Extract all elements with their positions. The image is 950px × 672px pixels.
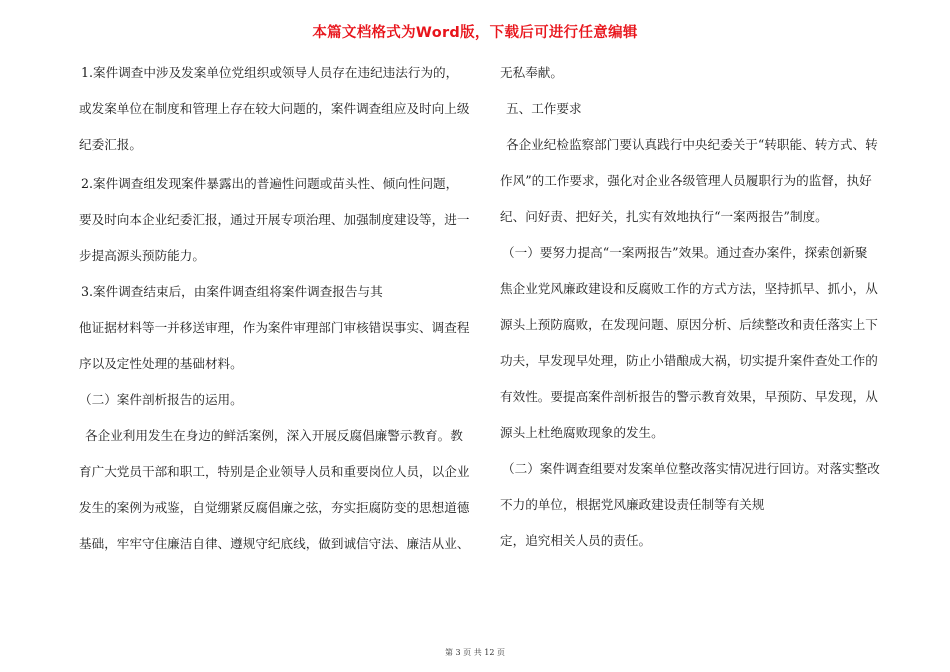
- right-line-12: （二）案件调查组要对发案单位整改落实情况进行回访。对落实整改: [502, 461, 880, 476]
- left-line-13: 发生的案例为戒鉴，自觉绷紧反腐倡廉之弦，夯实拒腐防变的思想道德: [79, 500, 470, 515]
- left-line-2: 或发案单位在制度和管理上存在较大问题的，案件调查组应及时向上级: [79, 101, 470, 116]
- right-line-6: （一）要努力提高“一案两报告”效果。通过查办案件，探索创新聚: [502, 245, 868, 260]
- left-line-3: 纪委汇报。: [79, 137, 142, 152]
- right-line-13: 不力的单位，根据党风廉政建设责任制等有关规: [500, 497, 765, 512]
- left-line-10: （二）案件剖析报告的运用。: [79, 392, 243, 407]
- left-line-1: 1.案件调查中涉及发案单位党组织或领导人员存在违纪违法行为的，: [81, 65, 459, 80]
- right-column: [500, 64, 892, 550]
- right-line-5: 纪、问好责、把好关，扎实有效地执行“一案两报告”制度。: [500, 209, 828, 224]
- right-line-8: 源头上预防腐败，在发现问题、原因分析、后续整改和责任落实上下: [500, 317, 878, 332]
- right-line-10: 有效性。要提高案件剖析报告的警示教育效果，早预防、早发现，从: [500, 389, 878, 404]
- right-line-2: 五、工作要求: [506, 101, 582, 116]
- left-line-11: 各企业利用发生在身边的鲜活案例，深入开展反腐倡廉警示教育。教: [85, 428, 463, 443]
- left-column: [79, 64, 471, 553]
- right-line-14: 定，追究相关人员的责任。: [500, 533, 652, 548]
- left-line-8: 他证据材料等一并移送审理，作为案件审理部门审核错误事实、调查程: [79, 320, 470, 335]
- left-line-14: 基础，牢牢守住廉洁自律、遵规守纪底线，做到诚信守法、廉洁从业、: [79, 536, 470, 551]
- left-line-4: 2.案件调查组发现案件暴露出的普遍性问题或苗头性、倾向性问题，: [81, 176, 459, 191]
- page-number-footer: 第 3 页 共 12 页: [445, 648, 505, 657]
- left-line-9: 序以及定性处理的基础材料。: [79, 356, 243, 371]
- left-line-5: 要及时向本企业纪委汇报，通过开展专项治理、加强制度建设等，进一: [79, 212, 470, 227]
- right-line-1: 无私奉献。: [500, 65, 563, 80]
- right-line-3: 各企业纪检监察部门要认真践行中央纪委关于“转职能、转方式、转: [506, 137, 878, 152]
- left-line-6: 步提高源头预防能力。: [79, 248, 205, 263]
- right-line-7: 焦企业党风廉政建设和反腐败工作的方式方法，坚持抓早、抓小，从: [500, 281, 878, 296]
- right-line-9: 功夫，早发现早处理，防止小错酿成大祸，切实提升案件查处工作的: [500, 353, 878, 368]
- left-line-12: 育广大党员干部和职工，特别是企业领导人员和重要岗位人员，以企业: [79, 464, 470, 479]
- document-banner: 本篇文档格式为Word版，下载后可进行任意编辑: [312, 25, 638, 41]
- right-line-11: 源头上杜绝腐败现象的发生。: [500, 425, 664, 440]
- right-line-4: 作风”的工作要求，强化对企业各级管理人员履职行为的监督，执好: [500, 173, 872, 188]
- left-line-7: 3.案件调查结束后，由案件调查组将案件调查报告与其: [81, 284, 383, 299]
